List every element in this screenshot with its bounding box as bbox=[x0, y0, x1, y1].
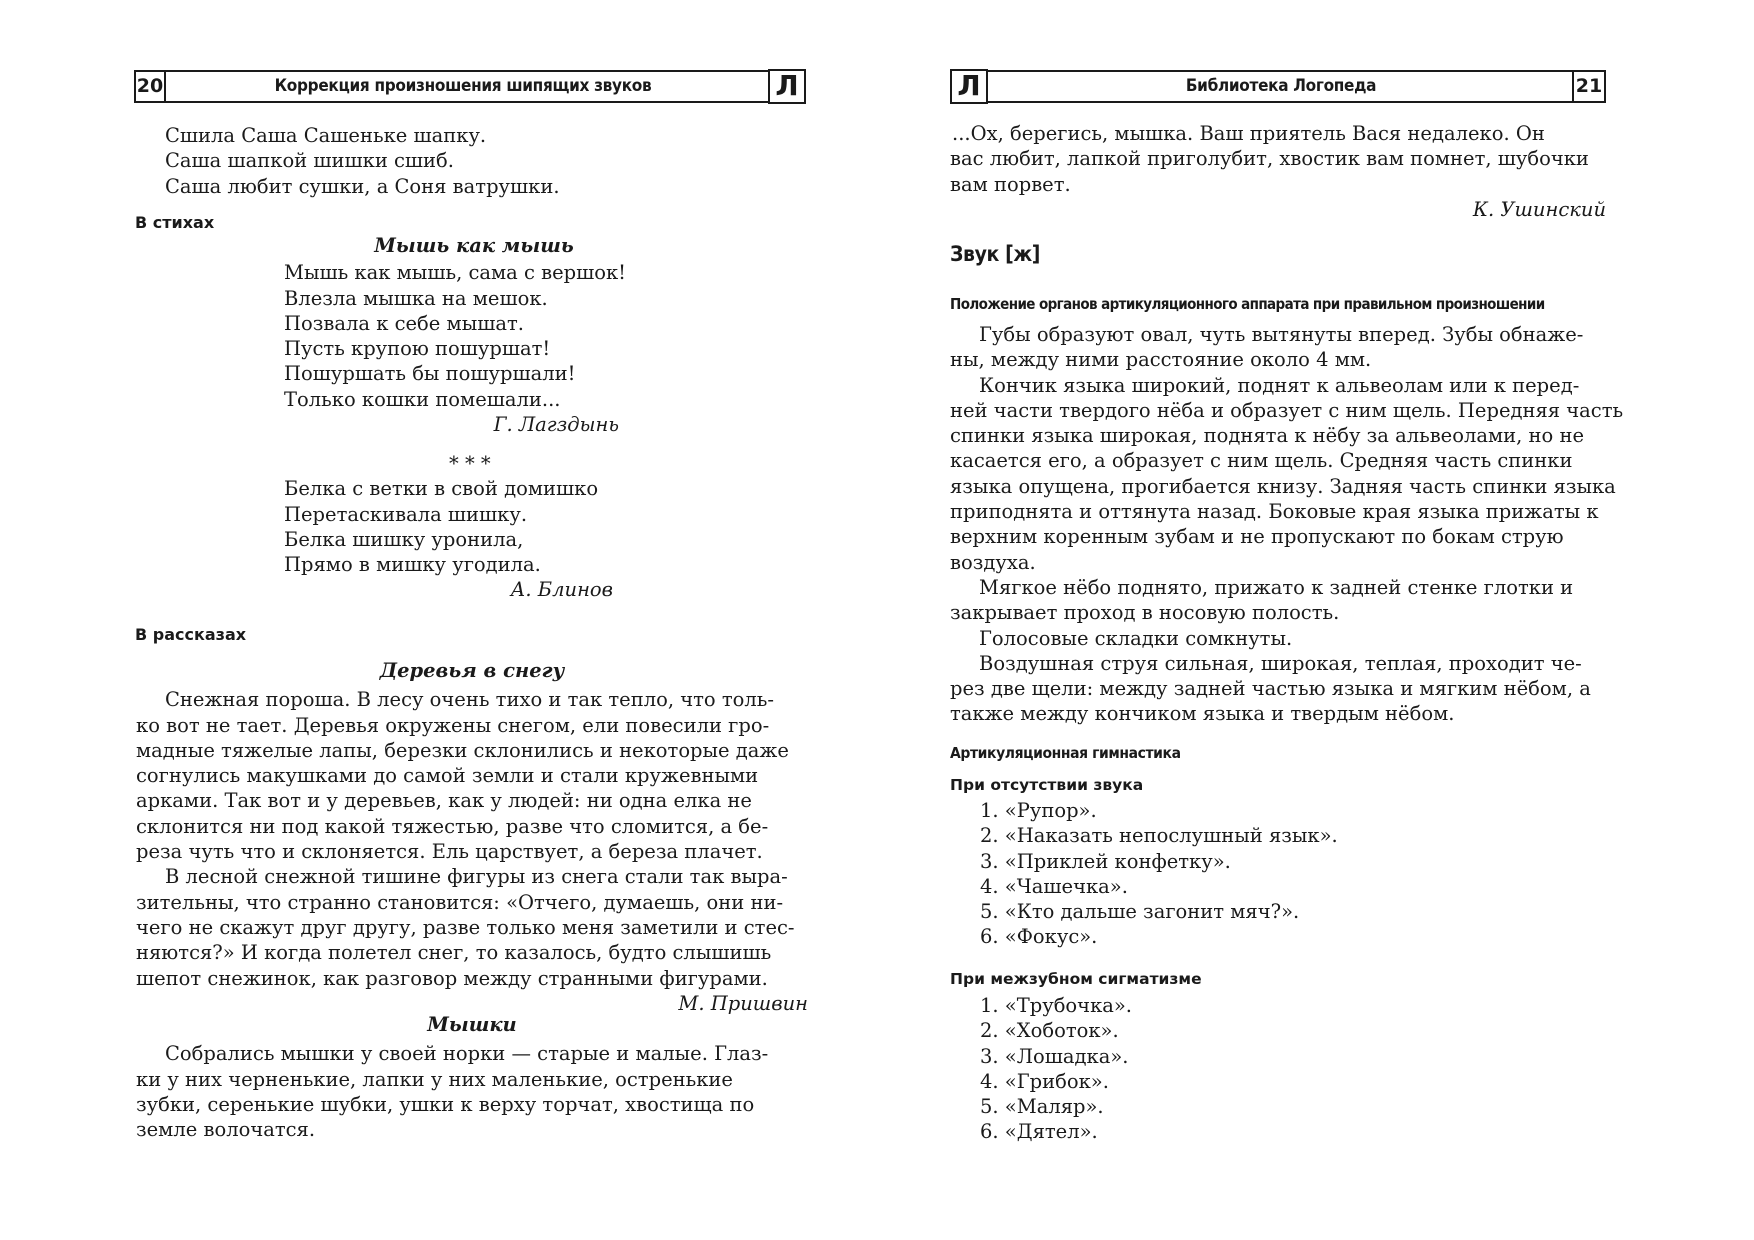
text-line: Сшила Саша Сашеньке шапку. bbox=[165, 124, 487, 147]
story-line: согнулись макушками до самой земли и стали кружевными bbox=[136, 764, 759, 788]
story-line: Собрались мышки у своей норки — старые и малые. Глаз- bbox=[165, 1042, 769, 1066]
story-line: зительны, что странно становится: «Отчего, думаешь, они ни- bbox=[136, 890, 784, 914]
page-number: 21 bbox=[1572, 70, 1606, 103]
text-line: Губы образуют овал, чуть вытянуты вперед. Зубы обнаже- bbox=[979, 323, 1584, 346]
interdental-heading: При межзубном сигматизме bbox=[950, 970, 1202, 988]
story-line: реза чуть что и склоняется. Ель царствует, а береза плачет. bbox=[136, 840, 763, 864]
story-title: Мышки bbox=[427, 1013, 517, 1036]
poem-separator: * * * bbox=[449, 452, 491, 475]
story-line: земле волочатся. bbox=[136, 1118, 316, 1142]
right-page bbox=[877, 0, 1754, 1240]
poem-mouse bbox=[284, 233, 664, 437]
poem-title: Мышь как мышь bbox=[374, 234, 574, 257]
poem-line: Влезла мышка на мешок. bbox=[284, 286, 548, 310]
interdental-exercise-list bbox=[980, 993, 1132, 1145]
text-line: закрывает проход в носовую полость. bbox=[950, 601, 1340, 625]
poem-line: Пусть крупою пошуршат! bbox=[284, 337, 551, 361]
text-line: ней части твердого нёба и образует с ним щель. Передняя часть bbox=[950, 398, 1624, 422]
poem-line: Позвала к себе мышат. bbox=[284, 311, 524, 335]
page-number: 20 bbox=[134, 70, 166, 103]
poem-line: Только кошки помешали... bbox=[284, 387, 561, 411]
text-line: языка опущена, прогибается книзу. Задняя часть спинки языка bbox=[950, 474, 1616, 498]
absence-exercise-list bbox=[980, 798, 1338, 950]
text-line: также между кончиком языка и твердым нёбом. bbox=[950, 702, 1455, 726]
list-item: 4. «Грибок». bbox=[980, 1069, 1109, 1093]
story-title: Деревья в снегу bbox=[379, 659, 565, 682]
story-line: мадные тяжелые лапы, березки склонились и некоторые даже bbox=[136, 738, 789, 762]
text-line: Голосовые складки сомкнуты. bbox=[979, 626, 1293, 650]
list-item: 5. «Маляр». bbox=[980, 1095, 1104, 1119]
articulation-description bbox=[950, 322, 1624, 727]
poem-line: Белка с ветки в свой домишко bbox=[284, 477, 599, 501]
header-title: Коррекция произношения шипящих звуков bbox=[274, 76, 652, 96]
running-header-right bbox=[950, 70, 1606, 103]
text-line: приподнята и оттянута назад. Боковые края языка прижаты к bbox=[950, 500, 1599, 524]
text-line: Саша любит сушки, а Соня ватрушки. bbox=[165, 174, 560, 198]
story-line: склонится ни под какой тяжестью, разве что сломится, а бе- bbox=[136, 814, 769, 838]
section-heading-verses: В стихах bbox=[135, 213, 215, 232]
story-line: ки у них черненькие, лапки у них маленькие, остренькие bbox=[136, 1067, 733, 1091]
poem-line: Пошуршать бы пошуршали! bbox=[284, 362, 576, 386]
story-line: ко вот не тает. Деревья окружены снегом, ели повесили гро- bbox=[136, 713, 770, 737]
story-author: М. Пришвин bbox=[678, 991, 808, 1015]
intro-tongue-twister bbox=[165, 123, 560, 199]
poem-line: Прямо в мишку угодила. bbox=[284, 553, 541, 577]
list-item: 2. «Наказать непослушный язык». bbox=[980, 824, 1338, 848]
text-line: Саша шапкой шишки сшиб. bbox=[165, 149, 454, 173]
absence-heading: При отсутствии звука bbox=[950, 776, 1144, 794]
story-line: ...Ох, берегись, мышка. Ваш приятель Вася недалеко. Он bbox=[952, 122, 1545, 145]
text-line: спинки языка широкая, поднята к нёбу за альвеолами, но не bbox=[950, 424, 1585, 448]
header-title: Библиотека Логопеда bbox=[1185, 76, 1377, 96]
poem-line: Белка шишку уронила, bbox=[284, 527, 524, 551]
poem-line: Перетаскивала шишку. bbox=[284, 502, 528, 526]
list-item: 5. «Кто дальше загонит мяч?». bbox=[980, 900, 1300, 924]
text-line: Воздушная струя сильная, широкая, теплая, проходит че- bbox=[979, 651, 1582, 675]
list-item: 4. «Чашечка». bbox=[980, 874, 1128, 898]
text-line: касается его, а образует с ним щель. Средняя часть спинки bbox=[950, 449, 1573, 473]
story-line: вас любит, лапкой приголубит, хвостик вам помнет, шубочки bbox=[950, 147, 1589, 171]
sound-heading: Звук [ж] bbox=[950, 242, 1040, 266]
list-item: 6. «Дятел». bbox=[980, 1120, 1098, 1144]
logo-letter: Л bbox=[950, 69, 988, 104]
poem-author: Г. Лагздынь bbox=[493, 413, 619, 437]
text-line: Мягкое нёбо поднято, прижато к задней стенке глотки и bbox=[979, 575, 1574, 599]
list-item: 1. «Трубочка». bbox=[980, 994, 1133, 1017]
list-item: 3. «Приклей конфетку». bbox=[980, 849, 1231, 873]
story-line: няются?» И когда полетел снег, то казалось, будто слышишь bbox=[136, 941, 772, 965]
story-mice bbox=[136, 1012, 808, 1142]
running-header-left bbox=[134, 70, 806, 103]
story-end bbox=[950, 121, 1606, 222]
position-heading: Положение органов артикуляционного аппарата при правильном произношении bbox=[950, 295, 1545, 313]
story-line: вам порвет. bbox=[950, 172, 1071, 196]
story-trees-in-snow bbox=[136, 658, 808, 1016]
story-line: В лесной снежной тишине фигуры из снега стали так выра- bbox=[165, 865, 788, 889]
list-item: 2. «Хоботок». bbox=[980, 1019, 1119, 1043]
list-item: 6. «Фокус». bbox=[980, 925, 1098, 949]
story-author: К. Ушинский bbox=[1472, 197, 1606, 221]
list-item: 3. «Лошадка». bbox=[980, 1044, 1129, 1068]
poem-squirrel bbox=[284, 451, 664, 603]
text-line: рез две щели: между задней частью языка и мягким нёбом, а bbox=[950, 677, 1591, 701]
story-line: Снежная пороша. В лесу очень тихо и так тепло, что толь- bbox=[165, 688, 774, 712]
poem-author: А. Блинов bbox=[510, 578, 613, 602]
story-line: зубки, серенькие шубки, ушки к верху торчат, хвостища по bbox=[136, 1092, 755, 1116]
gymnastics-heading: Артикуляционная гимнастика bbox=[950, 744, 1181, 762]
list-item: 1. «Рупор». bbox=[980, 799, 1097, 822]
text-line: воздуха. bbox=[950, 550, 1036, 574]
story-line: арками. Так вот и у деревьев, как у людей: ни одна елка не bbox=[136, 789, 752, 813]
story-line: шепот снежинок, как разговор между странными фигурами. bbox=[136, 966, 768, 990]
poem-line: Мышь как мышь, сама с вершок! bbox=[284, 261, 627, 285]
story-line: чего не скажут друг другу, разве только меня заметили и стес- bbox=[136, 915, 795, 939]
text-line: Кончик языка широкий, поднят к альвеолам или к перед- bbox=[979, 373, 1580, 397]
section-heading-stories: В рассказах bbox=[135, 625, 247, 644]
logo-letter: Л bbox=[768, 69, 806, 104]
text-line: верхним коренным зубам и не пропускают по бокам струю bbox=[950, 525, 1564, 549]
text-line: ны, между ними расстояние около 4 мм. bbox=[950, 348, 1372, 372]
